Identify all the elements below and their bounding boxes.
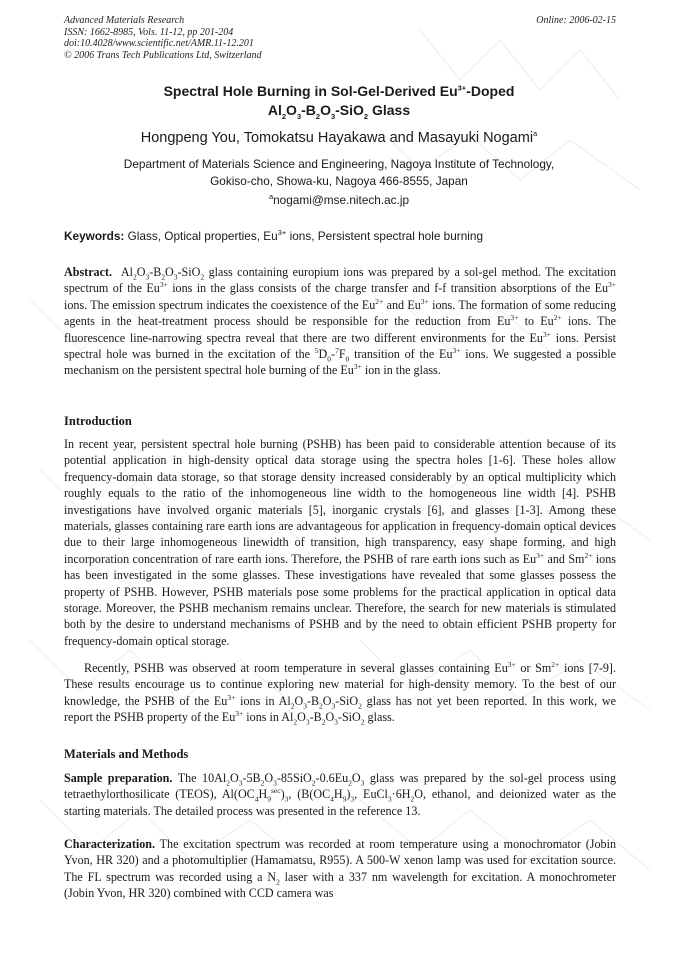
section-heading-introduction: Introduction: [64, 414, 132, 428]
journal-name: Advanced Materials Research: [64, 15, 185, 26]
introduction-paragraph-2: Recently, PSHB was observed at room temperature in several glasses containing $Eu^{3+}$ or $Sm^{2+}$ ions [7-9]. These results encourage us to continue exploring new material for high-density memory. To the best of our knowledge, the PSHB of the $Eu^{3+}$ ions in $Al_2O_3-B_2O_3-SiO_2$ glass has not yet been reported. In this work, we report the PSHB property of the $Eu^{3+}$ ions in $Al_2O_3-B_2O_3-SiO_2$ glass.: [64, 659, 616, 727]
author-email[interactable]: $^a$nogami@mse.nitech.ac.jp: [268, 192, 410, 207]
journal-doi: doi:10.4028/www.scientific.net/AMR.11-12.201: [64, 38, 254, 49]
characterization-paragraph: Characterization. The excitation spectrum was recorded at room temperature using a monochromator (Jobin Yvon, HR 320) and a photomultiplier (Hamamatsu, R955). A 500-W xenon lamp was used for excitation source. The FL spectrum was recorded using a $N_2$ laser with a 337 nm wavelength for excitation. A monochrometer (Jobin Yvon, HR 320) combined with CCD camera was: [64, 837, 616, 901]
affiliation: Department of Materials Science and Engineering, Nagoya Institute of Technology, Gokiso-cho, Showa-ku, Nagoya 466-8555, Japan: [123, 157, 555, 188]
author-list: Hongpeng You, Tomokatsu Hayakawa and Masayuki Nogami$^a$: [140, 129, 538, 146]
journal-header: [64, 15, 616, 61]
journal-copyright: © 2006 Trans Tech Publications Ltd, Switzerland: [64, 49, 262, 61]
sample-preparation-paragraph: Sample preparation. The $10Al_2O_3-5B_2O_3-85SiO_2-0.6Eu_2O_3$ glass was prepared by the sol-gel process using tetraethylorthosilicate (TEOS), $Al(OC_4H_9^{sec})_3$, ($B(OC_4H_9)_3$, $EuCl_3\cdot 6H_2O$, ethanol, and deionized water as the starting materials. The detailed process was presented in the reference 13.: [64, 771, 616, 818]
keywords: Keywords: Glass, Optical properties, $Eu^{3+}$ ions, Persistent spectral hole burning: [64, 228, 484, 243]
title-line2: $Al_2O_3-B_2O_3-SiO_2$ Glass: [267, 102, 411, 121]
paper-title: Spectral Hole Burning in Sol-Gel-Derived $Eu^{3+}$-Doped $Al_2O_3-B_2O_3-SiO_2$ Glass: [64, 82, 614, 120]
abstract-paragraph: Abstract. $Al_2O_3-B_2O_3-SiO_2$ glass containing europium ions was prepared by a sol-gel method. The excitation spectrum of the $Eu^{3+}$ ions in the glass consists of the charge transfer and f-f transition absorptions of the $Eu^{3+}$ ions. The emission spectrum indicates the coexistence of the $Eu^{2+}$ and $Eu^{3+}$ ions. The formation of some reducing agents in the heat-treatment process should be responsible for the reduction from $Eu^{3+}$ to $Eu^{2+}$ ions. The fluorescence line-narrowing spectra reveal that there are two different environments for the $Eu^{3+}$ ions. Persist spectral hole was burned in the excitation of the $^5D_0-^7F_0$ transition of the $Eu^{3+}$ ions. We suggested a possible mechanism on the persistent spectral hole burning of the $Eu^{3+}$ ion in the glass.: [64, 265, 617, 378]
journal-issn: ISSN: 1662-8985, Vols. 11-12, pp 201-204: [64, 26, 234, 38]
introduction-paragraph-1: In recent year, persistent spectral hole burning (PSHB) has been paid to considerable attention because of its potential application in high-density optical data storage using the spectra holes [1-6]. These holes allow frequency-domain data storage, so that storage density increased considerably by an optical multiplicity which roughly equals to the ratio of the inhomogeneous line width to the homogeneous line width [4]. PSHB investigations have involved organic materials [5], inorganic crystals [6], and glasses [1-3]. Among these materials, glasses containing rare earth ions are advantageous for application in frequency-domain optical devices due to their large inhomogeneous linewidth of transition, high transparency, easy shape forming, and high incorporation concentration of rare earth ions. Therefore, the PSHB of rare earth ions such as $Eu^{3+}$ and $Sm^{2+}$ ions has been investigated in the some glasses. These investigations have revealed that some glasses possess the property of PSHB. However, PSHB materials pose some problems for the practical application in optical data storage. Moreover, the PSHB mechanism remains unclear. Therefore, the search for new materials is stimulated both by the desire to understand mechanisms of PSHB and by the need to obtain efficient PSHB property for frequency-domain optical storage.: [64, 437, 616, 648]
online-date: Online: 2006-02-15: [536, 15, 616, 26]
section-heading-materials: Materials and Methods: [64, 747, 189, 761]
